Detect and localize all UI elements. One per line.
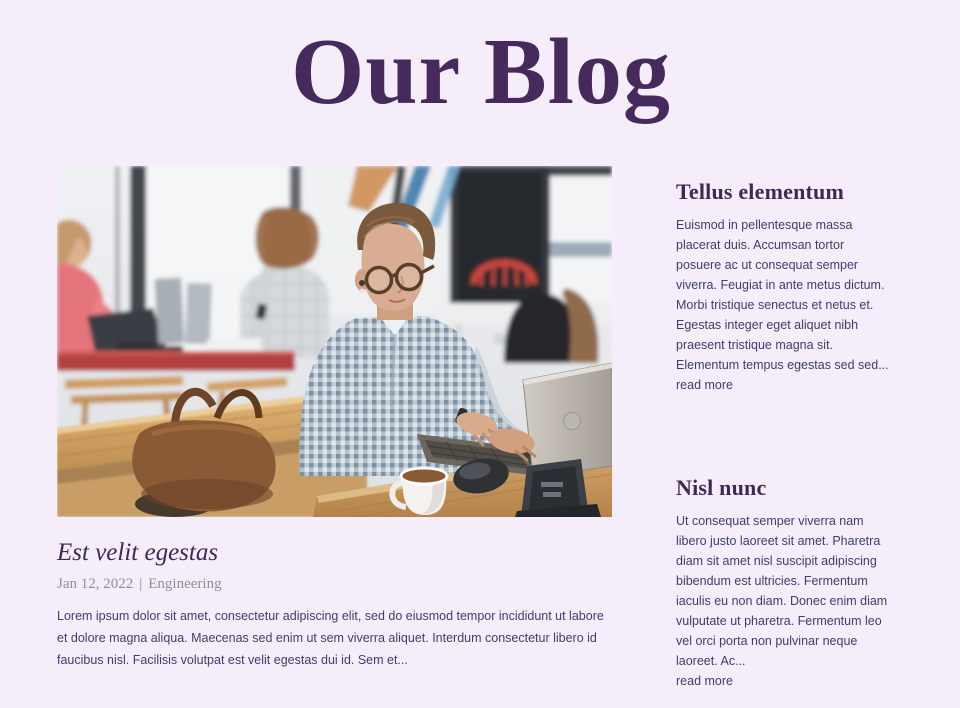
read-more-link[interactable]: read more <box>676 673 733 688</box>
blog-page <box>0 14 960 691</box>
read-more-link[interactable]: read more <box>676 377 733 392</box>
content-columns <box>57 166 905 691</box>
sidebar-post-title[interactable]: Nisl nunc <box>676 474 767 500</box>
post-excerpt: Lorem ipsum dolor sit amet, consectetur adipiscing elit, sed do eiusmod tempor incididunt ut labore et dolore magna aliqua. Maecenas sed enim ut sem viverra aliquet. Interdum consectetur libero id faucibus nisl. Facilisis volutpat est velit egestas dui id. Sem et... <box>57 608 604 667</box>
sidebar <box>676 166 890 691</box>
post-meta <box>57 576 612 593</box>
sidebar-post-title[interactable]: Tellus elementum <box>676 178 844 204</box>
post-category[interactable]: Engineering <box>148 575 222 592</box>
cafe-photo-illustration <box>57 166 612 517</box>
sidebar-post-excerpt: Euismod in pellentesque massa placerat duis. Accumsan tortor posuere ac ut consequat semper viverra. Feugiat in ante metus dictum. Morbi tristique senectus et netus et. Egestas integer eget aliquet nibh praesent tristique magna sit. Elementum tempus egestas sed sed... <box>676 217 889 372</box>
post-date: Jan 12, 2022 <box>57 575 134 592</box>
sidebar-post <box>676 179 890 395</box>
featured-image[interactable] <box>57 166 612 517</box>
meta-separator: | <box>139 575 143 592</box>
sidebar-post-excerpt: Ut consequat semper viverra nam libero justo laoreet sit amet. Pharetra diam sit amet nisl suscipit adipiscing bibendum est ultricies. Fermentum iaculis eu non diam. Donec enim diam vulputate ut pharetra. Fermentum leo vel orci porta non pulvinar neque laoreet. Ac... <box>676 513 888 668</box>
sidebar-post <box>676 475 890 691</box>
page-title: Our Blog <box>291 20 671 124</box>
main-column <box>57 166 612 691</box>
post-title[interactable]: Est velit egestas <box>57 538 219 566</box>
